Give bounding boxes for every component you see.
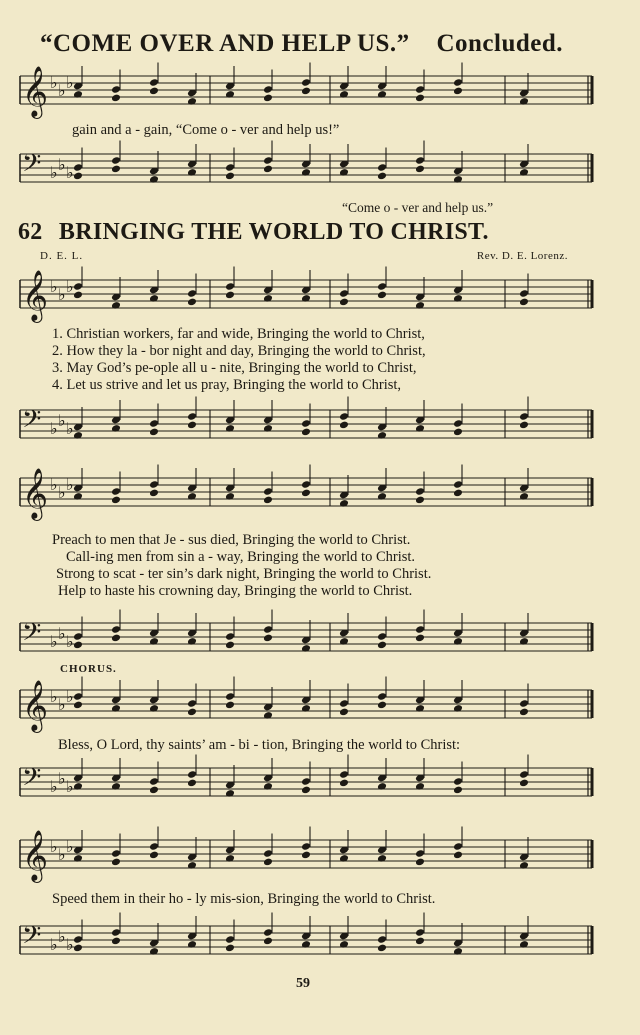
note-icon — [519, 298, 529, 307]
note-icon — [415, 858, 425, 867]
note-icon — [339, 298, 349, 307]
flat-icon: ♭ — [66, 163, 74, 182]
flat-icon: ♭ — [66, 73, 74, 92]
treble-clef-icon: 𝄞 — [22, 680, 49, 731]
bass-clef-icon: 𝄢 — [22, 921, 42, 956]
note-icon — [73, 944, 83, 953]
note-icon — [263, 496, 273, 505]
note-icon — [263, 858, 273, 867]
note-icon — [301, 87, 311, 96]
note-icon — [149, 428, 159, 437]
note-icon — [263, 94, 273, 103]
note-icon — [377, 641, 387, 650]
flat-icon: ♭ — [66, 419, 74, 438]
note-icon — [225, 641, 235, 650]
note-icon — [453, 87, 463, 96]
flat-icon: ♭ — [66, 632, 74, 651]
hymn-title: BRINGING THE WORLD TO CHRIST. — [58, 219, 489, 245]
chorus-line-1: Bless, O Lord, thy saints’ am - bi - tion, Bringing the world to Christ: — [58, 737, 461, 753]
bass-clef-icon: 𝄢 — [22, 149, 42, 184]
previous-hymn-title — [40, 30, 563, 58]
treble-clef-icon: 𝄞 — [22, 270, 49, 321]
flat-icon: ♭ — [66, 277, 74, 296]
staff-system-3-bass — [0, 760, 640, 820]
note-icon — [225, 944, 235, 953]
note-icon — [453, 428, 463, 437]
verse-3-line-a: 3. May God’s pe-ople all u - nite, Bringing the world to Christ, — [52, 360, 417, 376]
note-icon — [73, 172, 83, 181]
note-icon — [263, 634, 273, 643]
note-icon — [377, 172, 387, 181]
flat-icon: ♭ — [50, 935, 58, 954]
note-icon — [301, 428, 311, 437]
note-icon — [519, 779, 529, 788]
bass-clef-icon: 𝄢 — [22, 618, 42, 653]
staff-system-prev-bass — [0, 146, 640, 206]
previous-hymn-name: “COME OVER AND HELP US.” — [40, 30, 410, 57]
staff-system-prev-treble — [0, 68, 640, 128]
chorus-line-2: Speed them in their ho - ly mis-sion, Bringing the world to Christ. — [52, 891, 436, 907]
note-icon — [111, 937, 121, 946]
note-icon — [111, 858, 121, 867]
verse-1-line-b: Preach to men that Je - sus died, Bringing the world to Christ. — [52, 532, 411, 548]
flat-icon: ♭ — [50, 475, 58, 494]
note-icon — [415, 94, 425, 103]
verse-3-line-b: Strong to scat - ter sin’s dark night, Bringing the world to Christ. — [56, 566, 432, 582]
flat-icon: ♭ — [58, 695, 66, 714]
note-icon — [301, 489, 311, 498]
hymn-heading — [18, 219, 489, 246]
flat-icon: ♭ — [58, 769, 66, 788]
flat-icon: ♭ — [66, 777, 74, 796]
note-icon — [377, 701, 387, 710]
page-number: 59 — [296, 976, 310, 991]
note-icon — [519, 421, 529, 430]
note-icon — [225, 291, 235, 300]
note-icon — [453, 489, 463, 498]
staff-system-4-bass — [0, 918, 640, 978]
flat-icon: ♭ — [58, 81, 66, 100]
flat-icon: ♭ — [50, 419, 58, 438]
note-icon — [263, 937, 273, 946]
treble-clef-icon: 𝄞 — [22, 66, 49, 117]
flat-icon: ♭ — [50, 837, 58, 856]
note-icon — [225, 172, 235, 181]
prev-lyric-line: gain and a - gain, “Come o - ver and help us!” — [72, 122, 340, 138]
note-icon — [111, 94, 121, 103]
note-icon — [301, 851, 311, 860]
flat-icon: ♭ — [50, 777, 58, 796]
flat-icon: ♭ — [58, 927, 66, 946]
note-icon — [263, 165, 273, 174]
verse-1-line-a: 1. Christian workers, far and wide, Bringing the world to Christ, — [52, 326, 425, 342]
flat-icon: ♭ — [66, 475, 74, 494]
staff-system-1-treble — [0, 272, 640, 332]
verse-4-line-a: 4. Let us strive and let us pray, Bringing the world to Christ, — [52, 377, 402, 393]
note-icon — [149, 87, 159, 96]
flat-icon: ♭ — [58, 845, 66, 864]
note-icon — [415, 634, 425, 643]
note-icon — [187, 779, 197, 788]
note-icon — [339, 421, 349, 430]
note-icon — [187, 708, 197, 717]
hymn-number: 62 — [18, 219, 43, 245]
note-icon — [187, 421, 197, 430]
flat-icon: ♭ — [58, 483, 66, 502]
bass-clef-icon: 𝄢 — [22, 405, 42, 440]
note-icon — [301, 786, 311, 795]
note-icon — [149, 851, 159, 860]
note-icon — [73, 291, 83, 300]
flat-icon: ♭ — [66, 687, 74, 706]
staff-system-2-treble — [0, 470, 640, 530]
note-icon — [415, 937, 425, 946]
staff-system-3-treble — [0, 682, 640, 742]
concluded-label: Concluded. — [436, 30, 563, 57]
note-icon — [377, 291, 387, 300]
staff-system-4-treble — [0, 832, 640, 892]
verse-2-line-a: 2. How they la - bor night and day, Bringing the world to Christ, — [52, 343, 426, 359]
prev-bass-lyric-line: “Come o - ver and help us.” — [342, 200, 494, 215]
verse-4-line-b: Help to haste his crowning day, Bringing the world to Christ. — [58, 583, 413, 599]
flat-icon: ♭ — [50, 277, 58, 296]
flat-icon: ♭ — [50, 687, 58, 706]
chorus-label: CHORUS. — [60, 663, 117, 675]
note-icon — [519, 708, 529, 717]
note-icon — [339, 779, 349, 788]
verse-2-line-b: Call-ing men from sin a - way, Bringing the world to Christ. — [66, 549, 416, 565]
bass-clef-icon: 𝄢 — [22, 763, 42, 798]
note-icon — [111, 165, 121, 174]
note-icon — [111, 634, 121, 643]
treble-clef-icon: 𝄞 — [22, 468, 49, 519]
note-icon — [149, 489, 159, 498]
flat-icon: ♭ — [58, 411, 66, 430]
note-icon — [339, 708, 349, 717]
note-icon — [453, 786, 463, 795]
note-icon — [377, 944, 387, 953]
flat-icon: ♭ — [66, 837, 74, 856]
flat-icon: ♭ — [66, 935, 74, 954]
note-icon — [415, 165, 425, 174]
note-icon — [415, 496, 425, 505]
author-credit: D. E. L. — [40, 250, 84, 262]
note-icon — [187, 298, 197, 307]
note-icon — [453, 851, 463, 860]
treble-clef-icon: 𝄞 — [22, 830, 49, 881]
note-icon — [73, 701, 83, 710]
flat-icon: ♭ — [50, 73, 58, 92]
flat-icon: ♭ — [58, 285, 66, 304]
flat-icon: ♭ — [50, 163, 58, 182]
note-icon — [111, 496, 121, 505]
flat-icon: ♭ — [58, 155, 66, 174]
staff-system-1-bass — [0, 402, 640, 462]
note-icon — [73, 641, 83, 650]
flat-icon: ♭ — [58, 624, 66, 643]
composer-credit: Rev. D. E. Lorenz. — [476, 250, 568, 262]
flat-icon: ♭ — [50, 632, 58, 651]
note-icon — [225, 701, 235, 710]
note-icon — [149, 786, 159, 795]
